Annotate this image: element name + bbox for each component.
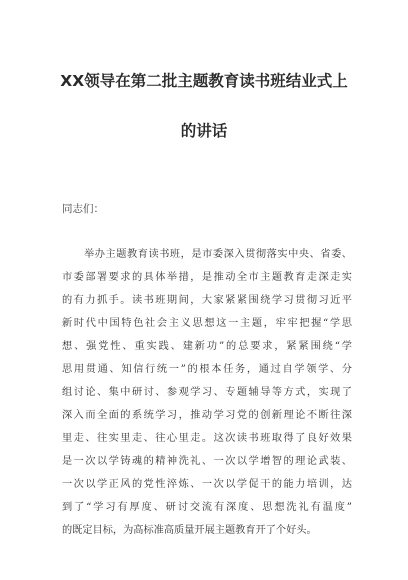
document-title-line-2: 的讲话 bbox=[180, 122, 228, 140]
paragraph-line: 深入而全面的系统学习，推动学习党的创新理论不断往深 bbox=[62, 410, 352, 421]
paragraph-line: 的既定目标，为高标准高质量开展主题教育开了个好头。 bbox=[62, 525, 317, 536]
paragraph-line: 市委部署要求的具体举措，是推动全市主题教育走深走实 bbox=[62, 272, 352, 283]
paragraph-line: 新时代中国特色社会主义思想这一主题，牢牢把握“学思 bbox=[62, 318, 352, 329]
paragraph-line: 是一次以学铸魂的精神洗礼、一次以学增智的理论武装、 bbox=[62, 456, 352, 467]
paragraph-line: 想、强党性、重实践、建新功”的总要求，紧紧围绕“学 bbox=[62, 341, 352, 352]
paragraph-line: 到了“学习有厚度、研讨交流有深度、思想洗礼有温度” bbox=[62, 502, 352, 513]
paragraph-line: 一次以学正风的党性淬炼、一次以学促干的能力培训，达 bbox=[62, 479, 352, 490]
paragraph-line: 组讨论、集中研讨、参观学习、专题辅导等方式，实现了 bbox=[62, 387, 352, 398]
document-title-line-1: XX领导在第二批主题教育读书班结业式上 bbox=[60, 72, 348, 90]
paragraph-line: 的有力抓手。读书班期间，大家紧紧围绕学习贯彻习近平 bbox=[62, 295, 352, 306]
salutation: 同志们： bbox=[62, 203, 104, 215]
paragraph-line: 里走、往实里走、往心里走。这次读书班取得了良好效果 bbox=[62, 433, 352, 444]
paragraph-line: 举办主题教育读书班，是市委深入贯彻落实中央、省委、 bbox=[84, 249, 352, 260]
paragraph-line: 思用贯通、知信行统一”的根本任务，通过自学领学、分 bbox=[62, 364, 352, 375]
